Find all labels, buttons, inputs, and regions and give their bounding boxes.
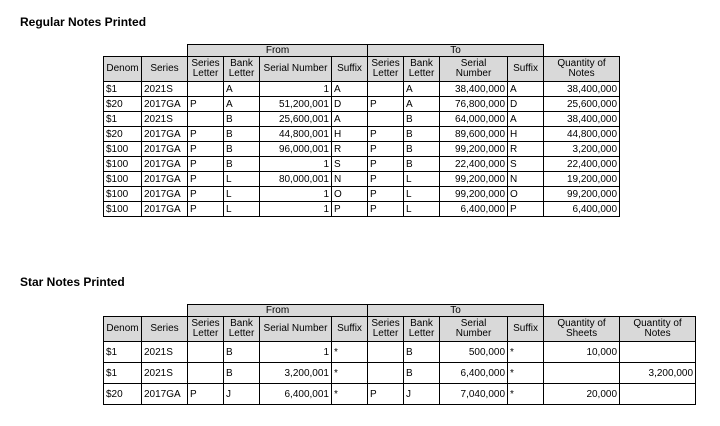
from-series-letter-cell: P [188,142,224,157]
quantity-cell: 38,400,000 [544,82,620,97]
to-bank-letter-cell: J [404,384,440,405]
from-suffix-cell: * [332,384,368,405]
to-series-letter-cell: P [368,127,404,142]
from-bank-letter-cell: J [224,384,260,405]
table-row [104,82,620,97]
series-cell: 2017GA [142,202,188,217]
from-suffix-cell: * [332,342,368,363]
table-row [104,202,620,217]
to-serial-cell: 99,200,000 [440,172,508,187]
to-bank-letter-cell: L [404,172,440,187]
group-spacer [104,45,188,57]
to-series-letter-cell: P [368,187,404,202]
to-series-letter-cell [368,363,404,384]
from-series-letter-cell [188,112,224,127]
to-series-letter-cell: P [368,384,404,405]
to-suffix-cell: H [508,127,544,142]
quantity-cell: 6,400,000 [544,202,620,217]
series-cell: 2021S [142,82,188,97]
from-suffix-cell: P [332,202,368,217]
group-spacer [544,305,696,317]
from-serial-cell: 80,000,001 [260,172,332,187]
series-cell: 2017GA [142,384,188,405]
table-row [104,127,620,142]
to-series-letter-cell: P [368,157,404,172]
to-serial-cell: 500,000 [440,342,508,363]
table-row [104,172,620,187]
from-serial-cell: 1 [260,82,332,97]
col-header-from-series-letter: Series Letter [188,317,224,342]
col-header-quantity-notes: Quantity of Notes [620,317,696,342]
series-cell: 2017GA [142,127,188,142]
to-suffix-cell: * [508,342,544,363]
from-suffix-cell: S [332,157,368,172]
to-bank-letter-cell: B [404,363,440,384]
to-bank-letter-cell: L [404,187,440,202]
from-series-letter-cell: P [188,97,224,112]
table-row [104,384,696,405]
from-suffix-cell: A [332,82,368,97]
to-serial-cell: 6,400,000 [440,363,508,384]
from-series-letter-cell: P [188,157,224,172]
col-header-to-suffix: Suffix [508,317,544,342]
table-row [104,187,620,202]
denom-cell: $1 [104,82,142,97]
from-suffix-cell: O [332,187,368,202]
from-series-letter-cell [188,82,224,97]
table-row [104,363,696,384]
col-header-from-serial-number: Serial Number [260,57,332,82]
to-suffix-cell: P [508,202,544,217]
group-spacer [544,45,620,57]
from-serial-cell: 96,000,001 [260,142,332,157]
quantity-cell: 22,400,000 [544,157,620,172]
to-suffix-cell: * [508,384,544,405]
to-bank-letter-cell: B [404,112,440,127]
to-suffix-cell: R [508,142,544,157]
from-bank-letter-cell: A [224,82,260,97]
star-notes-heading: Star Notes Printed [20,275,125,289]
to-suffix-cell: D [508,97,544,112]
from-serial-cell: 51,200,001 [260,97,332,112]
from-bank-letter-cell: L [224,187,260,202]
from-serial-cell: 1 [260,202,332,217]
table-row [104,342,696,363]
col-header-to-suffix: Suffix [508,57,544,82]
to-suffix-cell: S [508,157,544,172]
from-bank-letter-cell: L [224,202,260,217]
series-cell: 2017GA [142,172,188,187]
denom-cell: $20 [104,127,142,142]
group-spacer [104,305,188,317]
quantity-cell: 38,400,000 [544,112,620,127]
quantity-notes-cell [620,342,696,363]
col-header-denom: Denom [104,317,142,342]
from-suffix-cell: H [332,127,368,142]
from-bank-letter-cell: B [224,363,260,384]
group-from-header: From [188,305,368,317]
col-header-to-serial-number: Serial Number [440,317,508,342]
to-bank-letter-cell: B [404,127,440,142]
from-suffix-cell: R [332,142,368,157]
to-bank-letter-cell: B [404,157,440,172]
to-serial-cell: 7,040,000 [440,384,508,405]
star-notes-table [103,304,696,405]
group-from-header: From [188,45,368,57]
to-bank-letter-cell: A [404,82,440,97]
to-series-letter-cell: P [368,142,404,157]
col-header-to-bank-letter: Bank Letter [404,57,440,82]
from-serial-cell: 44,800,001 [260,127,332,142]
denom-cell: $100 [104,172,142,187]
from-series-letter-cell: P [188,202,224,217]
from-bank-letter-cell: B [224,127,260,142]
col-header-quantity-notes: Quantity of Notes [544,57,620,82]
series-cell: 2021S [142,112,188,127]
to-bank-letter-cell: B [404,142,440,157]
quantity-sheets-cell: 20,000 [544,384,620,405]
quantity-cell: 3,200,000 [544,142,620,157]
col-header-series: Series [142,57,188,82]
series-cell: 2021S [142,342,188,363]
denom-cell: $100 [104,187,142,202]
table-row [104,112,620,127]
regular-notes-table [103,44,620,217]
from-bank-letter-cell: B [224,112,260,127]
from-serial-cell: 6,400,001 [260,384,332,405]
col-header-denom: Denom [104,57,142,82]
from-bank-letter-cell: B [224,142,260,157]
to-series-letter-cell [368,342,404,363]
from-series-letter-cell: P [188,187,224,202]
quantity-cell: 44,800,000 [544,127,620,142]
from-series-letter-cell: P [188,172,224,187]
denom-cell: $20 [104,97,142,112]
col-header-to-series-letter: Series Letter [368,317,404,342]
to-serial-cell: 38,400,000 [440,82,508,97]
denom-cell: $1 [104,363,142,384]
to-serial-cell: 99,200,000 [440,142,508,157]
from-series-letter-cell [188,342,224,363]
from-serial-cell: 1 [260,157,332,172]
from-bank-letter-cell: B [224,342,260,363]
quantity-cell: 19,200,000 [544,172,620,187]
table-row [104,97,620,112]
to-series-letter-cell: P [368,97,404,112]
regular-notes-heading: Regular Notes Printed [20,15,147,29]
from-suffix-cell: * [332,363,368,384]
to-serial-cell: 6,400,000 [440,202,508,217]
to-series-letter-cell: P [368,202,404,217]
denom-cell: $100 [104,202,142,217]
quantity-cell: 99,200,000 [544,187,620,202]
to-serial-cell: 76,800,000 [440,97,508,112]
col-header-to-bank-letter: Bank Letter [404,317,440,342]
col-header-from-serial-number: Serial Number [260,317,332,342]
denom-cell: $100 [104,157,142,172]
from-series-letter-cell: P [188,127,224,142]
table-row [104,157,620,172]
quantity-notes-cell: 3,200,000 [620,363,696,384]
quantity-sheets-cell: 10,000 [544,342,620,363]
col-header-from-suffix: Suffix [332,57,368,82]
from-suffix-cell: A [332,112,368,127]
quantity-notes-cell [620,384,696,405]
series-cell: 2021S [142,363,188,384]
to-serial-cell: 99,200,000 [440,187,508,202]
group-to-header: To [368,45,544,57]
from-bank-letter-cell: L [224,172,260,187]
from-serial-cell: 1 [260,342,332,363]
from-suffix-cell: N [332,172,368,187]
denom-cell: $1 [104,112,142,127]
to-series-letter-cell [368,112,404,127]
to-serial-cell: 64,000,000 [440,112,508,127]
series-cell: 2017GA [142,97,188,112]
to-suffix-cell: A [508,82,544,97]
to-suffix-cell: O [508,187,544,202]
from-series-letter-cell [188,363,224,384]
to-serial-cell: 89,600,000 [440,127,508,142]
denom-cell: $1 [104,342,142,363]
group-to-header: To [368,305,544,317]
to-series-letter-cell [368,82,404,97]
to-suffix-cell: N [508,172,544,187]
quantity-sheets-cell [544,363,620,384]
from-bank-letter-cell: A [224,97,260,112]
series-cell: 2017GA [142,142,188,157]
to-serial-cell: 22,400,000 [440,157,508,172]
to-bank-letter-cell: L [404,202,440,217]
from-serial-cell: 3,200,001 [260,363,332,384]
table-row [104,142,620,157]
from-suffix-cell: D [332,97,368,112]
col-header-from-series-letter: Series Letter [188,57,224,82]
denom-cell: $20 [104,384,142,405]
col-header-to-serial-number: Serial Number [440,57,508,82]
to-bank-letter-cell: A [404,97,440,112]
from-bank-letter-cell: B [224,157,260,172]
series-cell: 2017GA [142,157,188,172]
quantity-cell: 25,600,000 [544,97,620,112]
col-header-series: Series [142,317,188,342]
col-header-from-bank-letter: Bank Letter [224,57,260,82]
from-series-letter-cell: P [188,384,224,405]
col-header-from-bank-letter: Bank Letter [224,317,260,342]
from-serial-cell: 1 [260,187,332,202]
to-bank-letter-cell: B [404,342,440,363]
denom-cell: $100 [104,142,142,157]
to-series-letter-cell: P [368,172,404,187]
col-header-from-suffix: Suffix [332,317,368,342]
col-header-quantity-sheets: Quantity of Sheets [544,317,620,342]
to-suffix-cell: A [508,112,544,127]
from-serial-cell: 25,600,001 [260,112,332,127]
series-cell: 2017GA [142,187,188,202]
to-suffix-cell: * [508,363,544,384]
col-header-to-series-letter: Series Letter [368,57,404,82]
